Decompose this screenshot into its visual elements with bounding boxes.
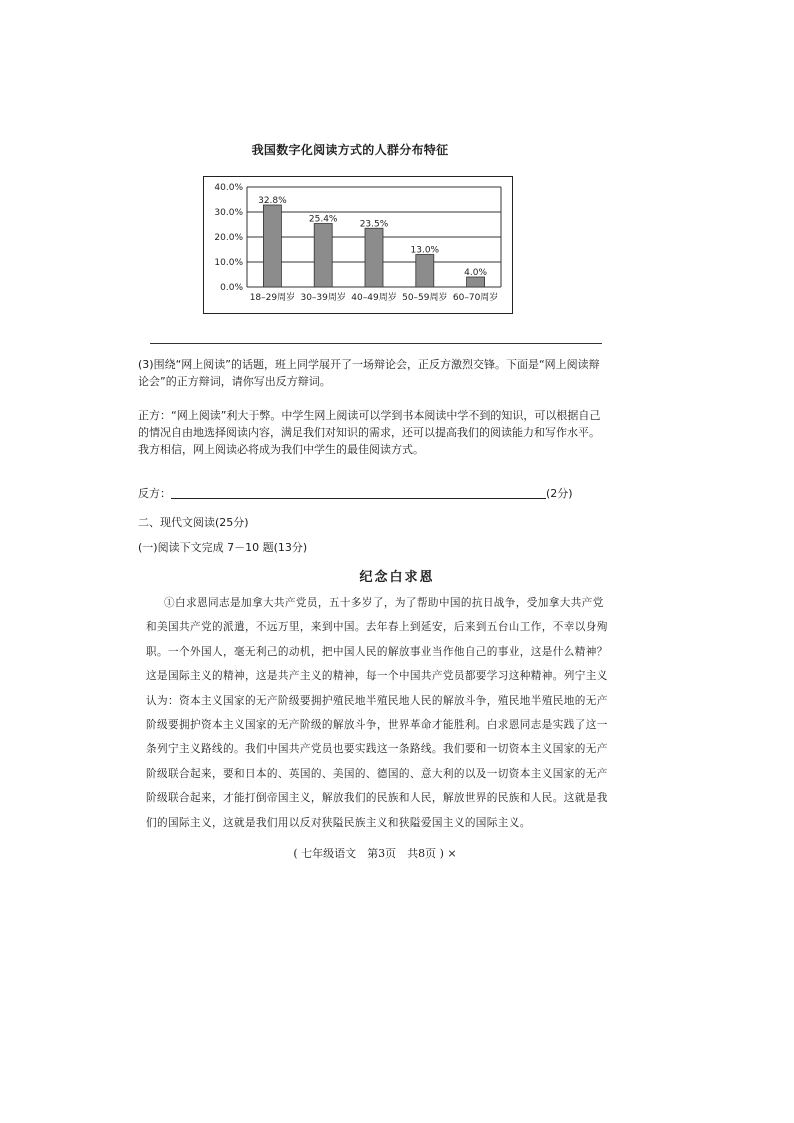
con-answer-line xyxy=(138,485,608,502)
page-footer xyxy=(0,845,750,861)
pro-label: 正方： xyxy=(138,409,171,422)
x-category-label: 50–59周岁 xyxy=(402,293,448,303)
pro-text: “网上阅读”利大于弊。中学生网上阅读可以学到书本阅读中学不到的知识，可以根据自己的情况自由地选择阅读内容，满足我们对知识的需求，还可以提高我们的阅读能力和写作水平。我方相信，网上阅读必将成为我们中学生的最佳阅读方式。 xyxy=(138,409,601,456)
chart-title: 我国数字化阅读方式的人群分布特征 xyxy=(251,143,449,157)
section-divider xyxy=(150,343,602,344)
bar xyxy=(365,228,383,287)
bar-value-label: 4.0% xyxy=(464,268,488,278)
bar-chart xyxy=(203,176,513,314)
footer-text: ( 七年级语文 第3页 共8页 ) xyxy=(293,847,444,860)
y-tick-label: 30.0% xyxy=(214,208,243,218)
bar-value-label: 25.4% xyxy=(308,214,338,225)
pro-argument xyxy=(138,407,608,458)
bar-value-label: 13.0% xyxy=(410,245,440,256)
essay-title: 纪念白求恩 xyxy=(359,570,435,585)
question-3-prompt: (3)围绕“网上阅读”的话题，班上同学展开了一场辩论会，正反方激烈交锋。下面是“网上阅读辩论会”的正方辩词，请你写出反方辩词。 xyxy=(138,358,600,388)
footer-mark: × xyxy=(447,847,457,860)
y-tick-label: 20.0% xyxy=(214,233,243,243)
bar xyxy=(314,224,332,288)
bar-value-label: 32.8% xyxy=(258,196,287,206)
x-category-label: 40–49周岁 xyxy=(351,293,397,303)
con-answer-blank[interactable] xyxy=(171,486,546,499)
essay-paragraph: ①白求恩同志是加拿大共产党员，五十多岁了，为了帮助中国的抗日战争，受加拿大共产党和美国共产党的派遣，不远万里，来到中国。去年春上到延安，后来到五台山工作，不幸以身殉职。一个外国人，毫无利己的动机，把中国人民的解放事业当作他自己的事业，这是什么精神？这是国际主义的精神，这是共产主义的精神，每一个中国共产党员都要学习这种精神。列宁主义认为：资本主义国家的无产阶级要拥护殖民地半殖民地人民的解放斗争，殖民地半殖民地的无产阶级要拥护资本主义国家的无产阶级的解放斗争，世界革命才能胜利。白求恩同志是实践了这一条列宁主义路线的。我们中国共产党员也要实践这一条路线。我们要和一切资本主义国家的无产阶级联合起来，要和日本的、英国的、美国的、德国的、意大利的以及一切资本主义国家的无产阶级联合起来，才能打倒帝国主义，解放我们的民族和人民，解放世界的民族和人民。这就是我们的国际主义，这就是我们用以反对狭隘民族主义和狭隘爱国主义的国际主义。 xyxy=(146,597,608,829)
y-tick-label: 0.0% xyxy=(220,283,243,293)
section-heading: 二、现代文阅读(25分) xyxy=(138,516,249,529)
y-tick-label: 40.0% xyxy=(214,183,243,193)
con-label: 反方： xyxy=(138,487,171,500)
bar xyxy=(416,255,434,288)
sub-heading: (一)阅读下文完成 7－10 题(13分) xyxy=(138,541,308,554)
x-category-label: 18–29周岁 xyxy=(249,293,296,303)
x-category-label: 30–39周岁 xyxy=(300,293,346,303)
bar xyxy=(263,205,281,287)
con-score: (2分) xyxy=(546,487,573,500)
y-tick-label: 10.0% xyxy=(214,258,243,268)
x-category-label: 60–70周岁 xyxy=(452,293,499,303)
bar xyxy=(467,277,485,287)
essay-body xyxy=(146,591,612,835)
bar-value-label: 23.5% xyxy=(359,219,389,230)
